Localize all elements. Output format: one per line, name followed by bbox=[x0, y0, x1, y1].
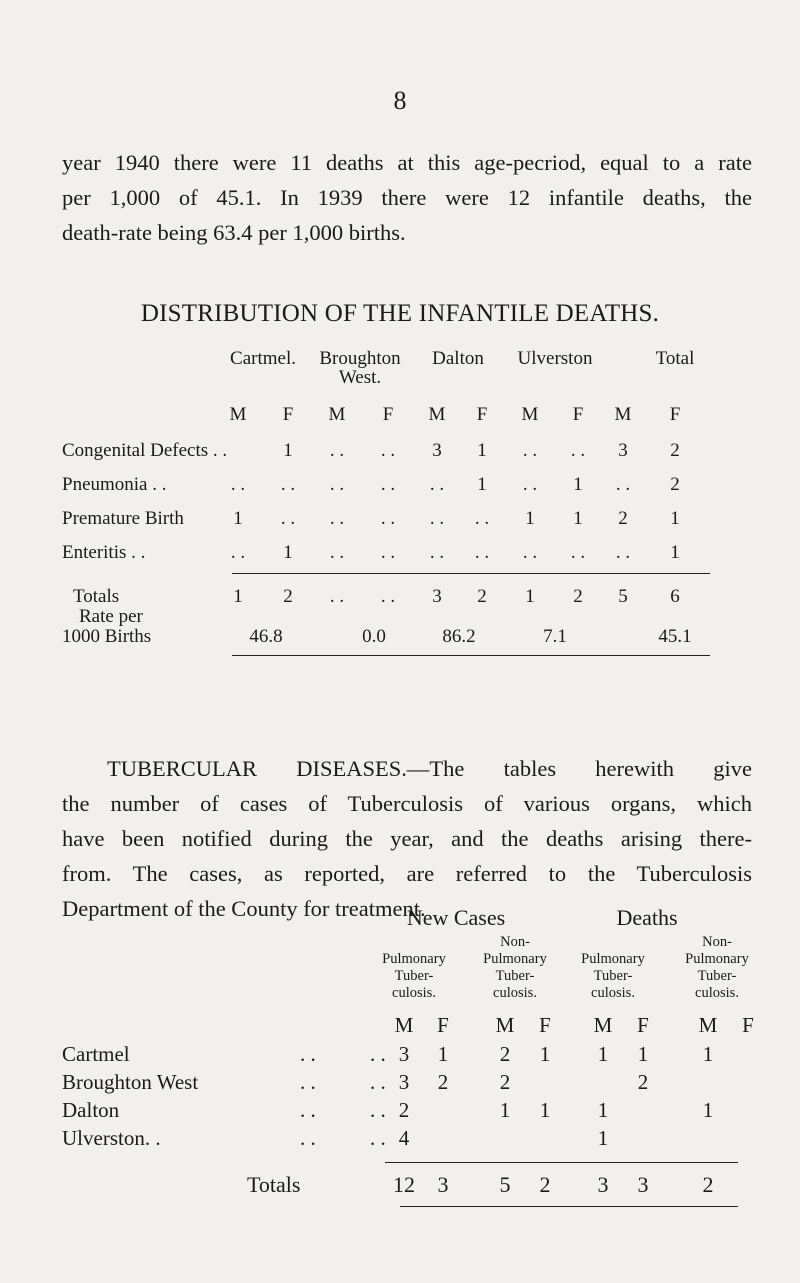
table-cell: 1 bbox=[477, 474, 487, 495]
totals-cell: 12 bbox=[393, 1172, 415, 1197]
column-header-line: Non- bbox=[702, 934, 732, 950]
rate-value: 45.1 bbox=[658, 626, 692, 647]
sex-header: F bbox=[282, 404, 294, 425]
district-header: Dalton bbox=[432, 348, 484, 369]
sex-header: M bbox=[495, 1013, 515, 1037]
sex-header: F bbox=[476, 404, 488, 425]
totals-cell: 5 bbox=[499, 1172, 511, 1197]
column-header-line: culosis. bbox=[493, 985, 537, 1001]
table-rule bbox=[232, 655, 710, 656]
tb-paragraph bbox=[62, 751, 752, 926]
table-cell: 2 bbox=[437, 1070, 449, 1094]
rate-value: 7.1 bbox=[543, 626, 567, 647]
totals-cell: 3 bbox=[432, 586, 442, 607]
page-number: 8 bbox=[393, 86, 407, 115]
dot-leader: . . bbox=[300, 1042, 316, 1066]
totals-cell: 1 bbox=[525, 586, 535, 607]
sex-header: M bbox=[593, 1013, 613, 1037]
row-label: Dalton bbox=[62, 1098, 120, 1122]
dot-leader: . . bbox=[370, 1126, 386, 1150]
totals-cell: . . bbox=[329, 586, 345, 607]
totals-label: Totals bbox=[247, 1172, 301, 1197]
table-cell: . . bbox=[429, 474, 445, 495]
table-cell: . . bbox=[329, 508, 345, 529]
table-cell: . . bbox=[280, 474, 296, 495]
table-cell: 1 bbox=[437, 1042, 449, 1066]
column-header-line: Pulmonary bbox=[483, 951, 547, 967]
dot-leader: . . bbox=[300, 1098, 316, 1122]
row-label: Broughton West bbox=[62, 1070, 199, 1094]
table-cell: . . bbox=[329, 542, 345, 563]
totals-cell: 3 bbox=[637, 1172, 649, 1197]
rate-value: 0.0 bbox=[362, 626, 386, 647]
table-cell: 1 bbox=[702, 1042, 714, 1066]
table-cell: . . bbox=[615, 474, 631, 495]
sex-header: F bbox=[539, 1013, 551, 1037]
totals-cell: 1 bbox=[233, 586, 243, 607]
tb-line: from. The cases, as reported, are referred to the Tuberculosis bbox=[62, 861, 752, 886]
sex-header: M bbox=[328, 404, 346, 425]
table-cell: . . bbox=[522, 440, 538, 461]
column-header-line: Tuber- bbox=[495, 968, 535, 984]
table-cell: 1 bbox=[573, 474, 583, 495]
totals-cell: 5 bbox=[618, 586, 628, 607]
table-cell: 1 bbox=[283, 542, 293, 563]
column-header-line: culosis. bbox=[591, 985, 635, 1001]
table-cell: 2 bbox=[499, 1042, 511, 1066]
district-header-line2: West. bbox=[338, 367, 382, 388]
dot-leader: . . bbox=[370, 1042, 386, 1066]
sex-header: M bbox=[394, 1013, 414, 1037]
table-cell: 1 bbox=[702, 1098, 714, 1122]
table-cell: 2 bbox=[637, 1070, 649, 1094]
table-cell: . . bbox=[429, 508, 445, 529]
totals-cell: 6 bbox=[670, 586, 680, 607]
table-cell: . . bbox=[380, 474, 396, 495]
table-cell: 1 bbox=[670, 542, 680, 563]
sex-header: F bbox=[572, 404, 584, 425]
table-cell: . . bbox=[230, 542, 246, 563]
table-cell: . . bbox=[329, 474, 345, 495]
totals-label: Totals bbox=[73, 586, 120, 607]
table-cell: 1 bbox=[283, 440, 293, 461]
district-header: Ulverston bbox=[517, 348, 593, 369]
table-cell: . . bbox=[329, 440, 345, 461]
sex-header: M bbox=[428, 404, 446, 425]
totals-cell: . . bbox=[380, 586, 396, 607]
dot-leader: . . bbox=[300, 1126, 316, 1150]
sex-header: M bbox=[229, 404, 247, 425]
rate-label: Rate per bbox=[79, 606, 143, 627]
column-header-line: Tuber- bbox=[394, 968, 434, 984]
tb-line: TUBERCULAR DISEASES.—The tables herewith give bbox=[107, 756, 752, 781]
column-header-line: Pulmonary bbox=[685, 951, 749, 967]
table-cell: 4 bbox=[398, 1126, 410, 1150]
table-cell: 1 bbox=[597, 1042, 609, 1066]
row-label: Cartmel bbox=[62, 1042, 130, 1066]
column-header-line: Tuber- bbox=[593, 968, 633, 984]
tb-line: Department of the County for treatment. bbox=[62, 896, 426, 921]
district-header: Total bbox=[655, 348, 695, 369]
sex-header: F bbox=[669, 404, 681, 425]
table-cell: 1 bbox=[573, 508, 583, 529]
table-cell: 1 bbox=[499, 1098, 511, 1122]
rate-label: 1000 Births bbox=[62, 626, 152, 647]
table-cell: . . bbox=[570, 440, 586, 461]
table-cell: . . bbox=[380, 440, 396, 461]
table-cell: 2 bbox=[670, 440, 680, 461]
table-cell: . . bbox=[522, 474, 538, 495]
totals-cell: 2 bbox=[702, 1172, 714, 1197]
table-cell: 1 bbox=[597, 1126, 609, 1150]
row-label: Congenital Defects . . bbox=[62, 440, 228, 461]
totals-cell: 2 bbox=[573, 586, 583, 607]
row-label: Pneumonia . . bbox=[62, 474, 167, 495]
table-cell: 1 bbox=[670, 508, 680, 529]
column-header-line: Pulmonary bbox=[581, 951, 645, 967]
sex-header: F bbox=[742, 1013, 754, 1037]
table-cell: 1 bbox=[525, 508, 535, 529]
table-rule bbox=[385, 1162, 738, 1163]
intro-paragraph bbox=[62, 145, 752, 250]
table-cell: 1 bbox=[597, 1098, 609, 1122]
totals-cell: 2 bbox=[539, 1172, 551, 1197]
table-cell: 1 bbox=[539, 1042, 551, 1066]
intro-line: death-rate being 63.4 per 1,000 births. bbox=[62, 220, 406, 245]
totals-cell: 2 bbox=[283, 586, 293, 607]
table-rule bbox=[400, 1206, 738, 1207]
table-cell: 3 bbox=[398, 1070, 410, 1094]
table-cell: 1 bbox=[637, 1042, 649, 1066]
table-cell: 2 bbox=[398, 1098, 410, 1122]
table-cell: . . bbox=[380, 542, 396, 563]
column-header-line: Pulmonary bbox=[382, 951, 446, 967]
table-cell: . . bbox=[522, 542, 538, 563]
sex-header: F bbox=[637, 1013, 649, 1037]
dot-leader: . . bbox=[370, 1098, 386, 1122]
table-cell: 2 bbox=[670, 474, 680, 495]
row-label: Ulverston. . bbox=[62, 1126, 161, 1150]
column-header-line: culosis. bbox=[695, 985, 739, 1001]
table-cell: . . bbox=[280, 508, 296, 529]
totals-cell: 3 bbox=[597, 1172, 609, 1197]
table-cell: . . bbox=[429, 542, 445, 563]
table-cell: . . bbox=[380, 508, 396, 529]
intro-line: year 1940 there were 11 deaths at this age-pecriod, equal to a rate bbox=[62, 150, 752, 175]
table-cell: . . bbox=[230, 474, 246, 495]
table-rule bbox=[232, 573, 710, 574]
column-header-line: culosis. bbox=[392, 985, 436, 1001]
table-cell: . . bbox=[570, 542, 586, 563]
sex-header: M bbox=[698, 1013, 718, 1037]
totals-cell: 3 bbox=[437, 1172, 449, 1197]
table-cell: . . bbox=[615, 542, 631, 563]
row-label: Premature Birth bbox=[62, 508, 184, 529]
district-header: Cartmel. bbox=[230, 348, 296, 369]
table-cell: . . bbox=[474, 508, 490, 529]
column-header-line: Non- bbox=[500, 934, 530, 950]
table-cell: 1 bbox=[233, 508, 243, 529]
table-cell: 2 bbox=[499, 1070, 511, 1094]
table-cell: 1 bbox=[477, 440, 487, 461]
intro-line: per 1,000 of 45.1. In 1939 there were 12 infantile deaths, the bbox=[62, 185, 752, 210]
rate-value: 86.2 bbox=[442, 626, 476, 647]
rate-value: 46.8 bbox=[249, 626, 283, 647]
district-header: Broughton bbox=[319, 348, 401, 369]
sex-header: F bbox=[382, 404, 394, 425]
dot-leader: . . bbox=[300, 1070, 316, 1094]
group-header: Deaths bbox=[616, 905, 678, 930]
group-header: New Cases bbox=[406, 905, 506, 930]
table-cell: 3 bbox=[618, 440, 628, 461]
tb-line: have been notified during the year, and the deaths arising there- bbox=[62, 826, 752, 851]
table-cell: 3 bbox=[432, 440, 442, 461]
sex-header: M bbox=[521, 404, 539, 425]
dot-leader: . . bbox=[370, 1070, 386, 1094]
table-cell: 1 bbox=[539, 1098, 551, 1122]
sex-header: M bbox=[614, 404, 632, 425]
column-header-line: Tuber- bbox=[697, 968, 737, 984]
row-label: Enteritis . . bbox=[62, 542, 146, 563]
sex-header: F bbox=[437, 1013, 449, 1037]
table-cell: 2 bbox=[618, 508, 628, 529]
table-cell: . . bbox=[474, 542, 490, 563]
totals-cell: 2 bbox=[477, 586, 487, 607]
tb-line: the number of cases of Tuberculosis of various organs, which bbox=[62, 791, 752, 816]
infant-table-title: DISTRIBUTION OF THE INFANTILE DEATHS. bbox=[140, 300, 660, 327]
table-cell: 3 bbox=[398, 1042, 410, 1066]
